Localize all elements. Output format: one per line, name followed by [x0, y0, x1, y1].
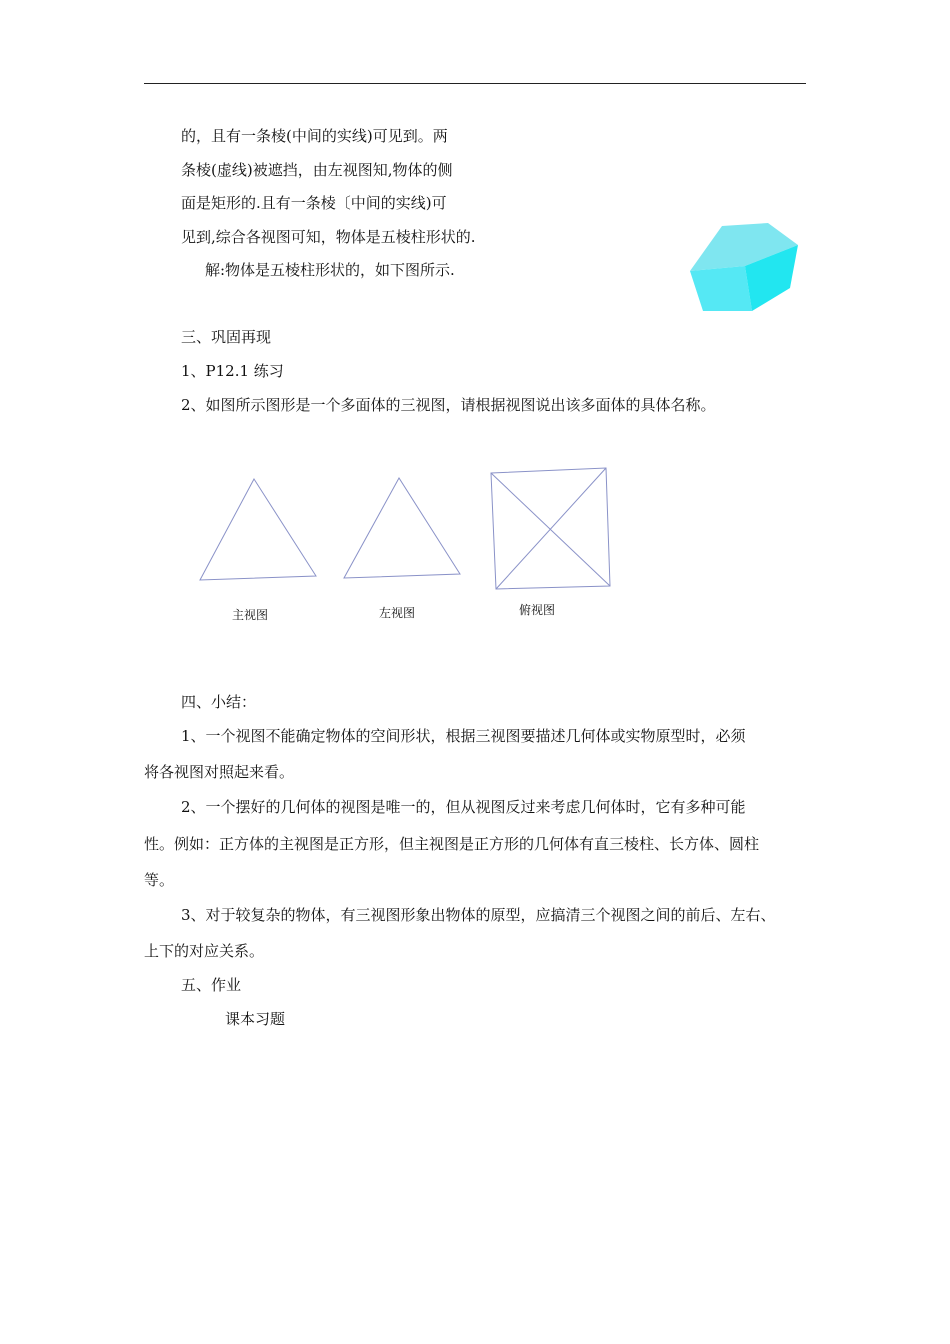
intro-line-4: 见到,综合各视图可知，物体是五棱柱形状的. — [181, 228, 476, 246]
front-view-label: 主视图 — [232, 608, 269, 622]
section3-item-2: 2、如图所示图形是一个多面体的三视图，请根据视图说出该多面体的具体名称。 — [181, 396, 716, 414]
top-view-square — [491, 468, 610, 589]
intro-line-1: 的，且有一条棱(中间的实线)可见到。两 — [181, 127, 448, 145]
solution-line: 解:物体是五棱柱形状的，如下图所示. — [205, 261, 455, 279]
prism-side-face — [745, 245, 798, 311]
front-view-triangle — [200, 479, 316, 580]
section3-item-1: 1、P12.1 练习 — [181, 362, 284, 380]
intro-line-3: 面是矩形的.且有一条棱〔中间的实线)可 — [181, 194, 447, 212]
left-view-triangle — [344, 478, 460, 578]
summary-3-line-b: 上下的对应关系。 — [144, 942, 265, 960]
summary-1-line-b: 将各视图对照起来看。 — [144, 763, 295, 781]
summary-3-line-a: 3、对于较复杂的物体，有三视图形象出物体的原型，应搞清三个视图之间的前后、左右、 — [181, 906, 776, 924]
prism-front-face — [690, 266, 752, 311]
section3-heading: 三、巩固再现 — [181, 328, 272, 346]
homework-item: 课本习题 — [225, 1010, 286, 1028]
top-view-diagonal — [496, 468, 606, 589]
prism-top-face — [690, 223, 798, 271]
left-view-label: 左视图 — [379, 606, 416, 620]
top-view-label: 俯视图 — [519, 603, 556, 617]
summary-2-line-c: 等。 — [144, 871, 175, 889]
section4-heading: 四、小结： — [181, 693, 257, 711]
header-rule — [144, 83, 806, 84]
summary-1-line-a: 1、一个视图不能确定物体的空间形状，根据三视图要描述几何体或实物原型时，必须 — [181, 727, 746, 745]
summary-2-line-a: 2、一个摆好的几何体的视图是唯一的，但从视图反过来考虑几何体时，它有多种可能 — [181, 798, 746, 816]
summary-2-line-b: 性。例如：正方体的主视图是正方形，但主视图是正方形的几何体有直三棱柱、长方体、圆柱 — [144, 835, 760, 853]
top-view-diagonal — [491, 473, 610, 586]
section5-heading: 五、作业 — [181, 976, 242, 994]
intro-line-2: 条棱(虚线)被遮挡，由左视图知,物体的侧 — [181, 161, 453, 179]
